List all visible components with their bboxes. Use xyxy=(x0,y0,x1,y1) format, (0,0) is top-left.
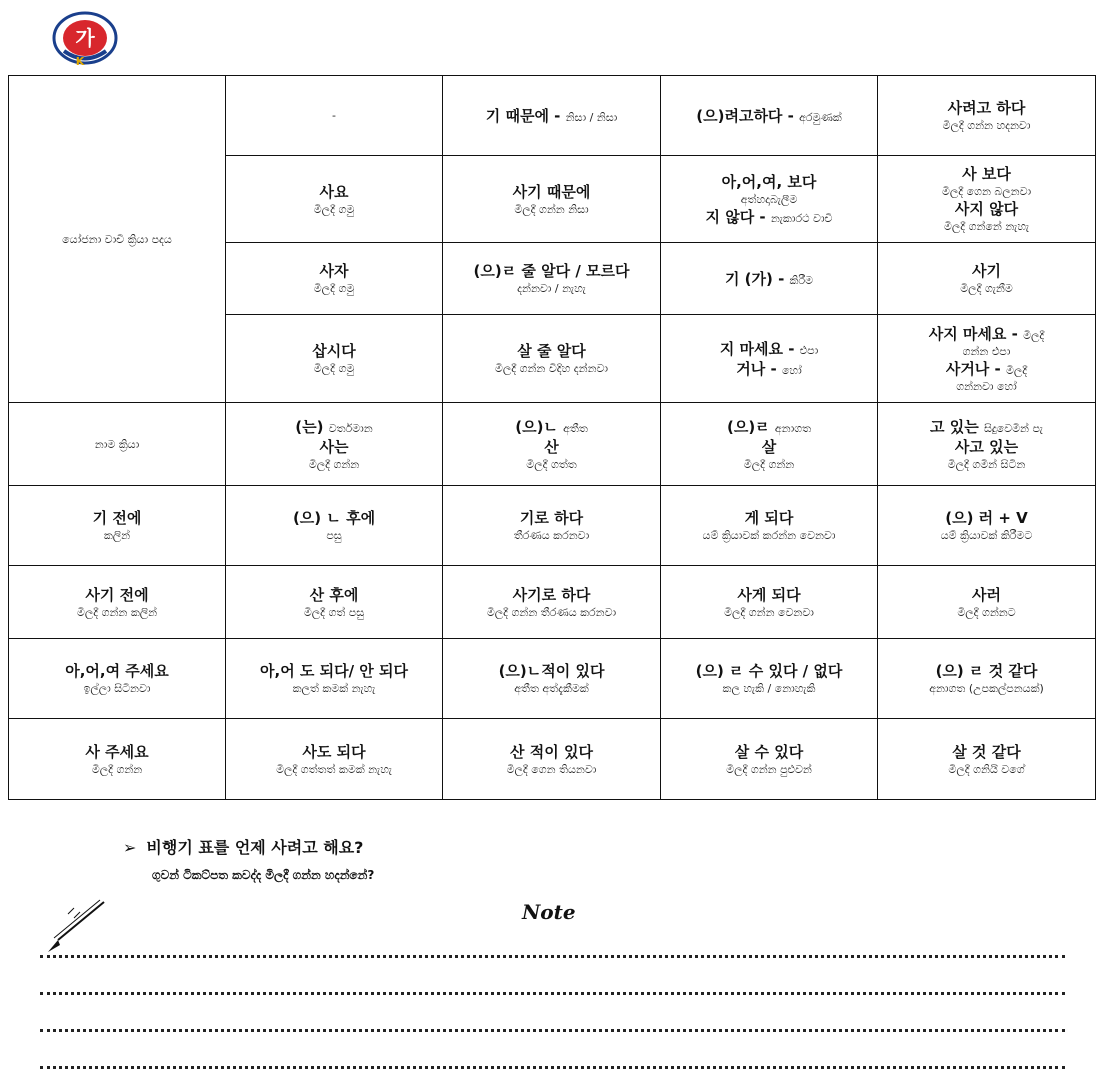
sinhala-text: අනාගත xyxy=(774,421,812,435)
sinhala-text: යම් ක්‍රියාවක් කිරීමට xyxy=(940,529,1033,542)
table-cell xyxy=(661,156,878,243)
korean-text: (으)ㄹ අනාගත xyxy=(726,417,812,436)
korean-text: 지 마세요 - එපා xyxy=(719,339,819,358)
table-cell xyxy=(878,403,1096,486)
korean-text: 사지 않다 xyxy=(954,200,1019,218)
table-cell xyxy=(661,315,878,403)
sinhala-text: මිලදී ගමු xyxy=(313,362,355,375)
sinhala-text: කලින් xyxy=(103,529,131,542)
sinhala-text: මිලදී ගැනීම xyxy=(960,282,1013,295)
korean-text: 사거나 - මිලදී xyxy=(945,359,1028,378)
table-cell xyxy=(443,719,661,800)
school-logo xyxy=(52,11,118,67)
table-cell xyxy=(661,76,878,156)
korean-text: (으) ㄴ 후에 xyxy=(292,509,376,527)
sinhala-text: කිරීම xyxy=(789,273,814,287)
table-cell xyxy=(9,76,226,403)
sinhala-text: මිලදී ගන්න පුළුවන් xyxy=(726,762,812,776)
table-cell xyxy=(443,76,661,156)
korean-text: 사기 때문에 xyxy=(512,182,591,201)
sinhala-text: අතීත xyxy=(563,421,588,435)
table-cell xyxy=(443,315,661,403)
sinhala-text: පසු xyxy=(326,529,342,542)
table-row xyxy=(9,403,1096,486)
sinhala-text: මිලදී ගන්න xyxy=(743,457,795,471)
table-cell xyxy=(226,403,443,486)
korean-text: 사요 xyxy=(319,182,349,201)
sinhala-text: අනාගත (උපකල්පනයක්) xyxy=(929,682,1044,695)
korean-text: (으)려고하다 - අරමුණක් xyxy=(696,106,842,125)
sinhala-text: සිදුවෙමින් පැ xyxy=(983,421,1043,435)
korean-text: 사 보다 xyxy=(962,165,1011,183)
korean-text: 살 것 같다 xyxy=(952,742,1021,761)
sinhala-text: - xyxy=(332,109,336,122)
sinhala-text: එපා xyxy=(799,343,819,357)
table-cell xyxy=(9,566,226,639)
korean-text: 기 때문에 - නිසා / නිසා xyxy=(485,106,618,125)
table-cell xyxy=(661,403,878,486)
sinhala-text: මිලදී ගත්තත් කමක් නැහැ xyxy=(276,762,392,776)
arrow-bullet-icon: ➢ xyxy=(123,838,137,857)
table-row xyxy=(9,486,1096,566)
sinhala-text: නාම ක්‍රියා xyxy=(94,437,140,451)
table-cell xyxy=(226,156,443,243)
korean-text: (으)ㄴ적이 있다 xyxy=(498,662,605,680)
table-cell xyxy=(443,156,661,243)
table-cell xyxy=(878,76,1096,156)
table-cell xyxy=(878,243,1096,315)
sinhala-text: මිලදී ගන්න නිසා xyxy=(514,202,589,216)
sinhala-text: මිලදී ගෙන බලනවා xyxy=(941,185,1032,198)
korean-text: (으) ㄹ 것 같다 xyxy=(935,662,1038,680)
pen-icon xyxy=(44,898,108,958)
korean-text: 사지 마세요 - මිලදී xyxy=(928,324,1045,343)
table-cell xyxy=(661,243,878,315)
sinhala-text: මිලදී xyxy=(1005,363,1028,377)
korean-text: 살 줄 알다 xyxy=(517,342,586,360)
question-korean: 비행기 표를 언제 사려고 해요? xyxy=(146,838,364,857)
korean-text: 사는 xyxy=(319,437,349,456)
sinhala-text: කලත් කමක් නැහැ xyxy=(292,682,376,695)
sinhala-text: මිලදී ගන්න xyxy=(91,762,143,776)
table-row xyxy=(9,76,1096,156)
korean-text: 사러 xyxy=(972,585,1001,604)
table-row xyxy=(9,719,1096,800)
sinhala-text: මිලදී ගෙන තියනවා xyxy=(506,762,597,776)
sinhala-text: තීරණය කරනවා xyxy=(513,529,590,542)
table-cell xyxy=(226,243,443,315)
note-line xyxy=(40,992,1065,995)
korean-text: (으) 러 + V xyxy=(945,509,1028,527)
korean-text: 기 (가) - කිරීම xyxy=(724,269,814,288)
sinhala-text: මිලදී ගන්න හදනවා xyxy=(942,119,1031,132)
sinhala-text: ගන්න එපා xyxy=(962,344,1011,358)
table-cell xyxy=(878,156,1096,243)
table-cell xyxy=(226,639,443,719)
table-cell xyxy=(9,639,226,719)
sinhala-text: අරමුණක් xyxy=(799,110,842,124)
table-cell xyxy=(878,486,1096,566)
sinhala-text: කල හැකි / නොහැකි xyxy=(722,682,816,695)
korean-text: 아,어,여 주세요 xyxy=(65,662,169,680)
svg-text:가: 가 xyxy=(75,26,95,50)
note-line xyxy=(40,955,1065,958)
table-cell xyxy=(443,486,661,566)
sinhala-text: මිලදී ගනියි වගේ xyxy=(948,762,1025,776)
sinhala-text: වර්තමාන xyxy=(328,421,373,435)
sinhala-text: මිලදී ගන්න වෙනවා xyxy=(724,605,814,619)
sinhala-text: යෝජනා වාචී ක්‍රියා පදය xyxy=(62,232,172,246)
sinhala-text: මිලදී ගමු xyxy=(313,282,355,295)
sinhala-text: මිලදී ගන්න විදිහ දන්නවා xyxy=(494,362,609,375)
korean-text: 산 후에 xyxy=(309,585,359,604)
table-cell xyxy=(226,76,443,156)
grammar-table xyxy=(8,75,1096,800)
table-cell xyxy=(878,719,1096,800)
korean-text: (는) වර්තමාන xyxy=(295,417,373,436)
sinhala-text: අතීත අත්දැකීමක් xyxy=(514,682,589,695)
table-cell xyxy=(226,315,443,403)
korean-text: 게 되다 xyxy=(744,509,794,527)
sinhala-text: දන්නවා / නැහැ xyxy=(517,282,586,295)
korean-text: 아,어 도 되다/ 안 되다 xyxy=(260,662,408,680)
sinhala-text: මිලදී ගත් පසු xyxy=(303,605,365,619)
table-cell xyxy=(443,639,661,719)
korean-text: 산 적이 있다 xyxy=(510,742,593,761)
sinhala-text: ඉල්ලා සිටිනවා xyxy=(83,682,151,695)
sinhala-text: මිලදී ගන්නට xyxy=(957,605,1016,619)
table-cell xyxy=(443,403,661,486)
practice-question xyxy=(123,835,363,858)
table-cell xyxy=(661,719,878,800)
table-cell xyxy=(443,566,661,639)
table-cell xyxy=(226,486,443,566)
table-row xyxy=(9,566,1096,639)
note-line xyxy=(40,1066,1065,1069)
korean-text: 살 xyxy=(761,437,777,456)
korean-text: 기로 하다 xyxy=(519,509,584,527)
korean-text: (으)ㄹ 줄 알다 / 모르다 xyxy=(473,262,630,280)
korean-text: (으) ㄹ 수 있다 / 없다 xyxy=(695,662,843,680)
table-cell xyxy=(226,719,443,800)
sinhala-text: මිලදී xyxy=(1023,328,1045,342)
table-cell xyxy=(878,639,1096,719)
sinhala-text: ගන්නවා හෝ xyxy=(956,379,1017,393)
table-cell xyxy=(661,639,878,719)
sinhala-text: මිලදී ගන්න තීරණය කරනවා xyxy=(486,605,617,619)
sinhala-text: මිලදී ගන්න xyxy=(308,457,360,471)
korean-text: 사려고 하다 xyxy=(947,99,1026,117)
sinhala-text: හෝ xyxy=(781,363,802,377)
korean-text: 사자 xyxy=(319,262,349,280)
korean-text: 고 있는 සිදුවෙමින් පැ xyxy=(930,417,1043,436)
korean-text: 살 수 있다 xyxy=(734,742,804,761)
korean-text: 사게 되다 xyxy=(737,585,801,604)
table-cell xyxy=(9,486,226,566)
note-title: Note xyxy=(522,900,576,924)
korean-text: 사기로 하다 xyxy=(512,585,591,604)
korean-text: 산 xyxy=(544,437,559,456)
korean-text: 아,어,여, 보다 xyxy=(721,172,817,191)
korean-text: 사기 xyxy=(972,262,1001,280)
korean-text: 사도 되다 xyxy=(302,742,366,761)
sinhala-text: මිලදී ගමින් සිටින xyxy=(947,457,1026,471)
sinhala-text: මිලදී ගත්ත xyxy=(526,457,577,471)
sinhala-text: යම් ක්‍රියාවක් කරන්න වෙනවා xyxy=(702,529,836,542)
korean-text: 거나 - හෝ xyxy=(736,359,802,378)
note-line xyxy=(40,1029,1065,1032)
table-cell xyxy=(661,566,878,639)
sinhala-text: මිලදී ගමු xyxy=(313,202,355,216)
korean-text: 삽시다 xyxy=(312,342,356,360)
korean-text: 사기 전에 xyxy=(85,585,149,604)
table-cell xyxy=(878,315,1096,403)
question-sinhala: ගුවන් ටිකට්පත කවද්ද මිලදී ගන්න හදන්නේ? xyxy=(152,868,375,882)
korean-text: (으)ㄴ අතීත xyxy=(515,417,588,436)
sinhala-text: මිලදී ගන්නේ නැහැ xyxy=(943,220,1030,233)
sinhala-text: අත්හදාබැලීම xyxy=(740,192,798,206)
table-cell xyxy=(661,486,878,566)
table-cell xyxy=(878,566,1096,639)
sinhala-text: නිසා / නිසා xyxy=(565,110,618,124)
korean-text: 사고 있는 xyxy=(954,437,1019,456)
table-cell xyxy=(443,243,661,315)
table-cell xyxy=(9,403,226,486)
table-cell xyxy=(9,719,226,800)
svg-text:K: K xyxy=(75,55,85,67)
korean-text: 사 주세요 xyxy=(85,742,149,761)
sinhala-text: මිලදී ගන්න කලින් xyxy=(76,605,158,619)
sinhala-text: නැකාරථ වාචී xyxy=(770,211,833,225)
table-row xyxy=(9,639,1096,719)
korean-text: 기 전에 xyxy=(92,509,142,527)
korean-text: 지 않다 - නැකාරථ වාචී xyxy=(705,207,833,226)
table-cell xyxy=(226,566,443,639)
